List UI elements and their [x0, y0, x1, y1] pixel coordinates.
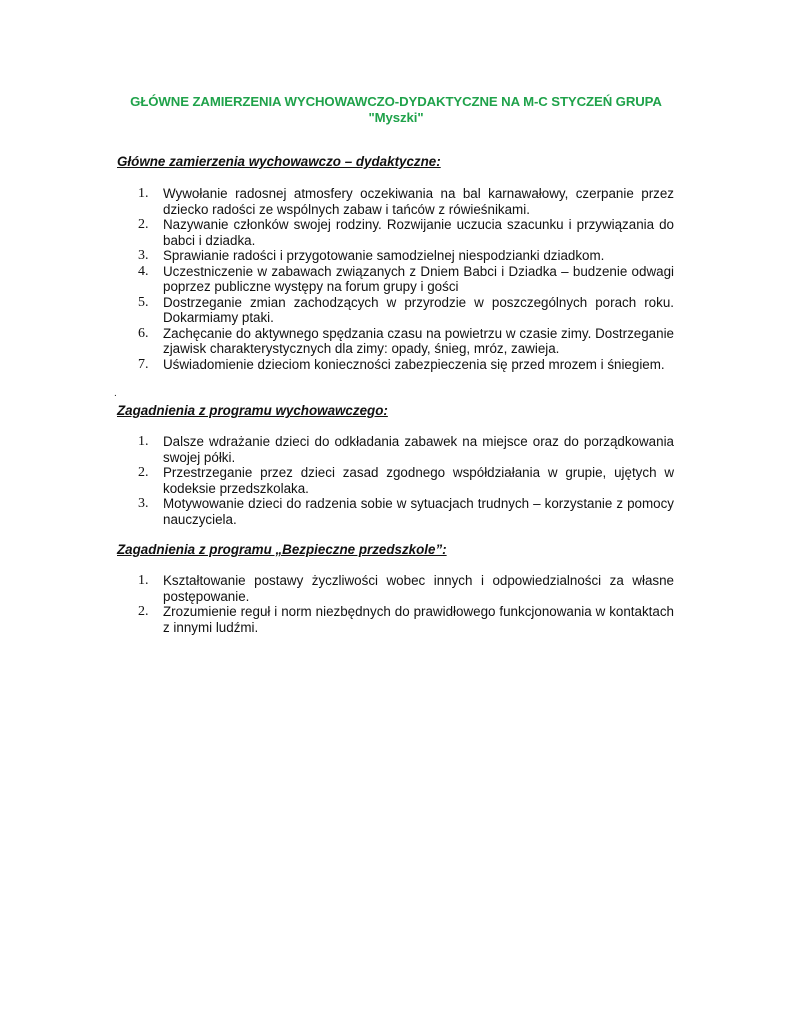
- list-item-text: Uświadomienie dzieciom konieczności zabezpieczenia się przed mrozem i śniegiem.: [163, 356, 665, 372]
- section-heading-safe-kindergarten: Zagadnienia z programu „Bezpieczne przedszkole”:: [117, 542, 447, 557]
- list-item: [138, 217, 674, 248]
- list-item-text: Nazywanie członków swojej rodziny. Rozwijanie uczucia szacunku i przywiązania do babci i dziadka.: [163, 217, 674, 248]
- list-number: 2.: [138, 604, 149, 619]
- list-number: 1.: [138, 186, 149, 201]
- list-item: [138, 248, 674, 264]
- list-item-text: Dalsze wdrażanie dzieci do odkładania zabawek na miejsce oraz do porządkowania swojej półki.: [163, 434, 674, 465]
- list-item: [138, 356, 674, 373]
- list-item: [138, 434, 674, 465]
- section-heading-educational-program: Zagadnienia z programu wychowawczego:: [117, 403, 388, 418]
- list-number: 2.: [138, 465, 149, 480]
- list-item: [138, 573, 674, 604]
- list-item: [138, 263, 674, 295]
- list-item-text: Przestrzeganie przez dzieci zasad zgodnego współdziałania w grupie, ujętych w kodeksie przedszkolaka.: [163, 465, 674, 496]
- title-line-2: "Myszki": [368, 110, 424, 125]
- list-item: [138, 294, 674, 326]
- list-number: 5.: [138, 294, 149, 310]
- list-number: 3.: [138, 496, 149, 511]
- list-item: [138, 465, 674, 496]
- list-number: 3.: [138, 248, 149, 263]
- list-item-text: Motywowanie dzieci do radzenia sobie w sytuacjach trudnych – korzystanie z pomocy nauczyciela.: [163, 496, 674, 527]
- list-item-text: Uczestniczenie w zabawach związanych z Dniem Babci i Dziadka – budzenie odwagi poprzez publiczne występy na forum grupy i gości: [163, 263, 674, 294]
- safe-kindergarten-list: [138, 573, 674, 635]
- list-item: [138, 186, 674, 217]
- list-number: 4.: [138, 263, 149, 279]
- section-heading-main-goals: Główne zamierzenia wychowawczo – dydaktyczne:: [117, 154, 441, 169]
- title-line-1: GŁÓWNE ZAMIERZENIA WYCHOWAWCZO-DYDAKTYCZNE NA M-C STYCZEŃ GRUPA: [130, 94, 662, 109]
- stray-dot: .: [114, 388, 117, 399]
- list-item: [138, 325, 674, 357]
- list-item-text: Zrozumienie reguł i norm niezbędnych do prawidłowego funkcjonowania w kontaktach z innymi ludźmi.: [163, 604, 674, 635]
- list-item-text: Dostrzeganie zmian zachodzących w przyrodzie w poszczególnych porach roku. Dokarmiamy ptaki.: [163, 294, 674, 325]
- list-item-text: Wywołanie radosnej atmosfery oczekiwania na bal karnawałowy, czerpanie przez dziecko radości ze wspólnych zabaw i tańców z rówieśnikami.: [163, 186, 674, 217]
- list-item: [138, 604, 674, 635]
- list-item-text: Kształtowanie postawy życzliwości wobec innych i odpowiedzialności za własne postępowanie.: [163, 573, 674, 604]
- main-goals-list: [138, 186, 674, 372]
- list-number: 2.: [138, 217, 149, 232]
- list-number: 6.: [138, 325, 149, 341]
- list-number: 1.: [138, 434, 149, 449]
- list-number: 1.: [138, 573, 149, 588]
- list-item-text: Zachęcanie do aktywnego spędzania czasu na powietrzu w czasie zimy. Dostrzeganie zjawisk charakterystycznych dla zimy: opady, śnieg, mróz, zawieja.: [163, 325, 674, 356]
- list-item: [138, 496, 674, 527]
- list-item-text: Sprawianie radości i przygotowanie samodzielnej niespodzianki dziadkom.: [163, 248, 605, 263]
- document-title: [100, 94, 692, 126]
- list-number: 7.: [138, 356, 149, 372]
- educational-program-list: [138, 434, 674, 527]
